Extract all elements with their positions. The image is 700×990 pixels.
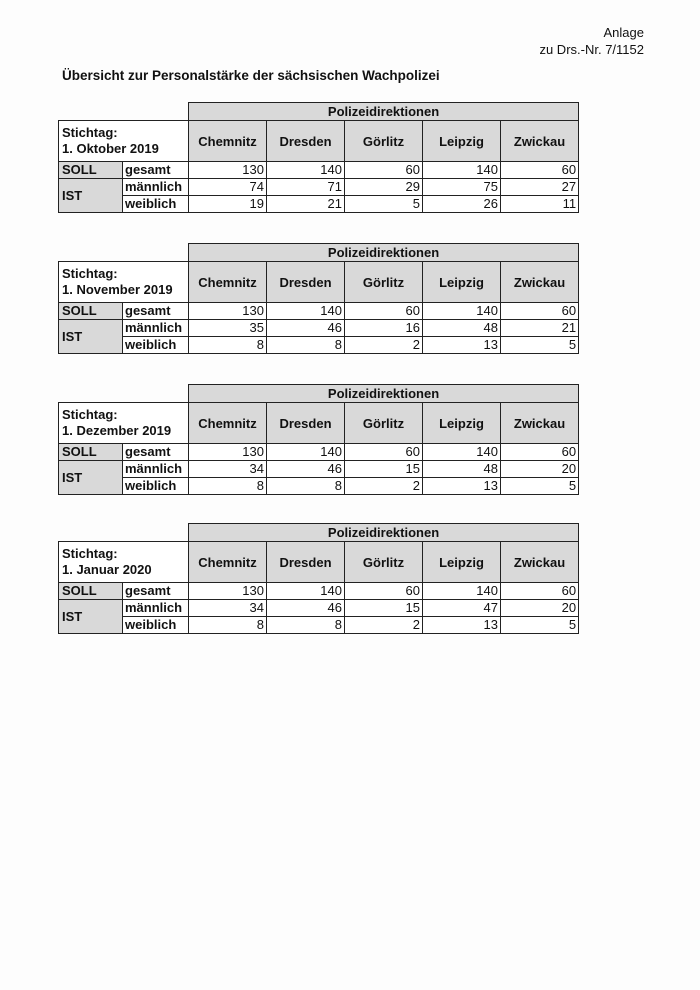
value-cell: 60 xyxy=(345,444,423,461)
value-cell: 60 xyxy=(345,162,423,179)
value-cell: 21 xyxy=(501,320,579,337)
staffing-table xyxy=(58,102,579,213)
sub-label-weiblich: weiblich xyxy=(123,617,189,634)
value-cell: 71 xyxy=(267,179,345,196)
page-title: Übersicht zur Personalstärke der sächsischen Wachpolizei xyxy=(62,68,440,83)
value-cell: 60 xyxy=(345,303,423,320)
value-cell: 8 xyxy=(189,617,267,634)
value-cell: 13 xyxy=(423,337,501,354)
empty-corner xyxy=(59,385,189,403)
value-cell: 11 xyxy=(501,196,579,213)
value-cell: 27 xyxy=(501,179,579,196)
value-cell: 140 xyxy=(267,583,345,600)
value-cell: 19 xyxy=(189,196,267,213)
column-header: Zwickau xyxy=(501,121,579,162)
group-header-row xyxy=(59,244,579,262)
annex-reference xyxy=(539,24,644,58)
row-label-soll: SOLL xyxy=(59,444,123,461)
table-row xyxy=(59,196,579,213)
value-cell: 60 xyxy=(501,303,579,320)
value-cell: 16 xyxy=(345,320,423,337)
value-cell: 74 xyxy=(189,179,267,196)
table-row xyxy=(59,444,579,461)
table-row xyxy=(59,303,579,320)
sub-label-weiblich: weiblich xyxy=(123,196,189,213)
column-header: Zwickau xyxy=(501,403,579,444)
column-header: Chemnitz xyxy=(189,542,267,583)
row-label-ist: IST xyxy=(59,600,123,634)
value-cell: 20 xyxy=(501,461,579,478)
column-header: Görlitz xyxy=(345,542,423,583)
value-cell: 34 xyxy=(189,600,267,617)
value-cell: 130 xyxy=(189,583,267,600)
row-label-soll: SOLL xyxy=(59,303,123,320)
staffing-table xyxy=(58,523,579,634)
value-cell: 2 xyxy=(345,478,423,495)
value-cell: 60 xyxy=(501,162,579,179)
value-cell: 140 xyxy=(423,444,501,461)
value-cell: 130 xyxy=(189,162,267,179)
stichtag-label: Stichtag: xyxy=(62,407,118,422)
value-cell: 15 xyxy=(345,461,423,478)
value-cell: 35 xyxy=(189,320,267,337)
value-cell: 140 xyxy=(423,162,501,179)
sub-label-weiblich: weiblich xyxy=(123,478,189,495)
table-row xyxy=(59,179,579,196)
value-cell: 8 xyxy=(267,478,345,495)
group-header-row xyxy=(59,103,579,121)
staffing-table xyxy=(58,243,579,354)
sub-label-maennlich: männlich xyxy=(123,179,189,196)
group-header: Polizeidirektionen xyxy=(189,103,579,121)
stichtag-date: 1. Januar 2020 xyxy=(62,562,152,577)
stichtag-date: 1. November 2019 xyxy=(62,282,173,297)
column-header-row xyxy=(59,121,579,162)
row-label-ist: IST xyxy=(59,320,123,354)
column-header: Görlitz xyxy=(345,121,423,162)
empty-corner xyxy=(59,524,189,542)
sub-label-weiblich: weiblich xyxy=(123,337,189,354)
sub-label-gesamt: gesamt xyxy=(123,444,189,461)
value-cell: 130 xyxy=(189,444,267,461)
stichtag-date: 1. Dezember 2019 xyxy=(62,423,172,438)
value-cell: 47 xyxy=(423,600,501,617)
value-cell: 140 xyxy=(267,444,345,461)
value-cell: 60 xyxy=(501,444,579,461)
value-cell: 48 xyxy=(423,320,501,337)
value-cell: 48 xyxy=(423,461,501,478)
table-row xyxy=(59,617,579,634)
group-header: Polizeidirektionen xyxy=(189,385,579,403)
sub-label-gesamt: gesamt xyxy=(123,162,189,179)
column-header: Görlitz xyxy=(345,403,423,444)
value-cell: 26 xyxy=(423,196,501,213)
value-cell: 15 xyxy=(345,600,423,617)
column-header: Dresden xyxy=(267,262,345,303)
empty-corner xyxy=(59,244,189,262)
column-header: Chemnitz xyxy=(189,403,267,444)
value-cell: 8 xyxy=(189,478,267,495)
column-header: Leipzig xyxy=(423,121,501,162)
value-cell: 60 xyxy=(501,583,579,600)
value-cell: 5 xyxy=(501,337,579,354)
table-row xyxy=(59,478,579,495)
stichtag-label: Stichtag: xyxy=(62,125,118,140)
value-cell: 46 xyxy=(267,600,345,617)
staffing-table xyxy=(58,384,579,495)
value-cell: 46 xyxy=(267,461,345,478)
sub-label-maennlich: männlich xyxy=(123,461,189,478)
value-cell: 5 xyxy=(345,196,423,213)
value-cell: 20 xyxy=(501,600,579,617)
table-row xyxy=(59,337,579,354)
column-header: Chemnitz xyxy=(189,121,267,162)
value-cell: 8 xyxy=(267,337,345,354)
value-cell: 60 xyxy=(345,583,423,600)
value-cell: 29 xyxy=(345,179,423,196)
column-header: Zwickau xyxy=(501,542,579,583)
value-cell: 8 xyxy=(189,337,267,354)
column-header-row xyxy=(59,542,579,583)
column-header: Zwickau xyxy=(501,262,579,303)
stichtag-date: 1. Oktober 2019 xyxy=(62,141,159,156)
column-header-row xyxy=(59,403,579,444)
document-number: zu Drs.-Nr. 7/1152 xyxy=(539,42,644,57)
table-row xyxy=(59,600,579,617)
value-cell: 8 xyxy=(267,617,345,634)
stichtag-cell xyxy=(59,262,189,303)
column-header: Dresden xyxy=(267,542,345,583)
table-row xyxy=(59,162,579,179)
column-header: Dresden xyxy=(267,403,345,444)
group-header-row xyxy=(59,385,579,403)
stichtag-cell xyxy=(59,403,189,444)
sub-label-gesamt: gesamt xyxy=(123,303,189,320)
annex-label: Anlage xyxy=(603,25,644,40)
value-cell: 140 xyxy=(423,583,501,600)
empty-corner xyxy=(59,103,189,121)
row-label-ist: IST xyxy=(59,461,123,495)
table-row xyxy=(59,583,579,600)
group-header: Polizeidirektionen xyxy=(189,244,579,262)
value-cell: 140 xyxy=(267,303,345,320)
table-row xyxy=(59,461,579,478)
stichtag-cell xyxy=(59,542,189,583)
stichtag-label: Stichtag: xyxy=(62,266,118,281)
stichtag-cell xyxy=(59,121,189,162)
sub-label-gesamt: gesamt xyxy=(123,583,189,600)
value-cell: 46 xyxy=(267,320,345,337)
value-cell: 5 xyxy=(501,617,579,634)
column-header-row xyxy=(59,262,579,303)
column-header: Leipzig xyxy=(423,542,501,583)
column-header: Chemnitz xyxy=(189,262,267,303)
sub-label-maennlich: männlich xyxy=(123,600,189,617)
row-label-soll: SOLL xyxy=(59,583,123,600)
value-cell: 34 xyxy=(189,461,267,478)
row-label-ist: IST xyxy=(59,179,123,213)
column-header: Görlitz xyxy=(345,262,423,303)
group-header-row xyxy=(59,524,579,542)
table-row xyxy=(59,320,579,337)
value-cell: 130 xyxy=(189,303,267,320)
stichtag-label: Stichtag: xyxy=(62,546,118,561)
value-cell: 140 xyxy=(267,162,345,179)
column-header: Leipzig xyxy=(423,262,501,303)
value-cell: 2 xyxy=(345,617,423,634)
value-cell: 2 xyxy=(345,337,423,354)
value-cell: 21 xyxy=(267,196,345,213)
value-cell: 75 xyxy=(423,179,501,196)
value-cell: 13 xyxy=(423,478,501,495)
value-cell: 5 xyxy=(501,478,579,495)
value-cell: 140 xyxy=(423,303,501,320)
row-label-soll: SOLL xyxy=(59,162,123,179)
sub-label-maennlich: männlich xyxy=(123,320,189,337)
value-cell: 13 xyxy=(423,617,501,634)
column-header: Dresden xyxy=(267,121,345,162)
column-header: Leipzig xyxy=(423,403,501,444)
group-header: Polizeidirektionen xyxy=(189,524,579,542)
